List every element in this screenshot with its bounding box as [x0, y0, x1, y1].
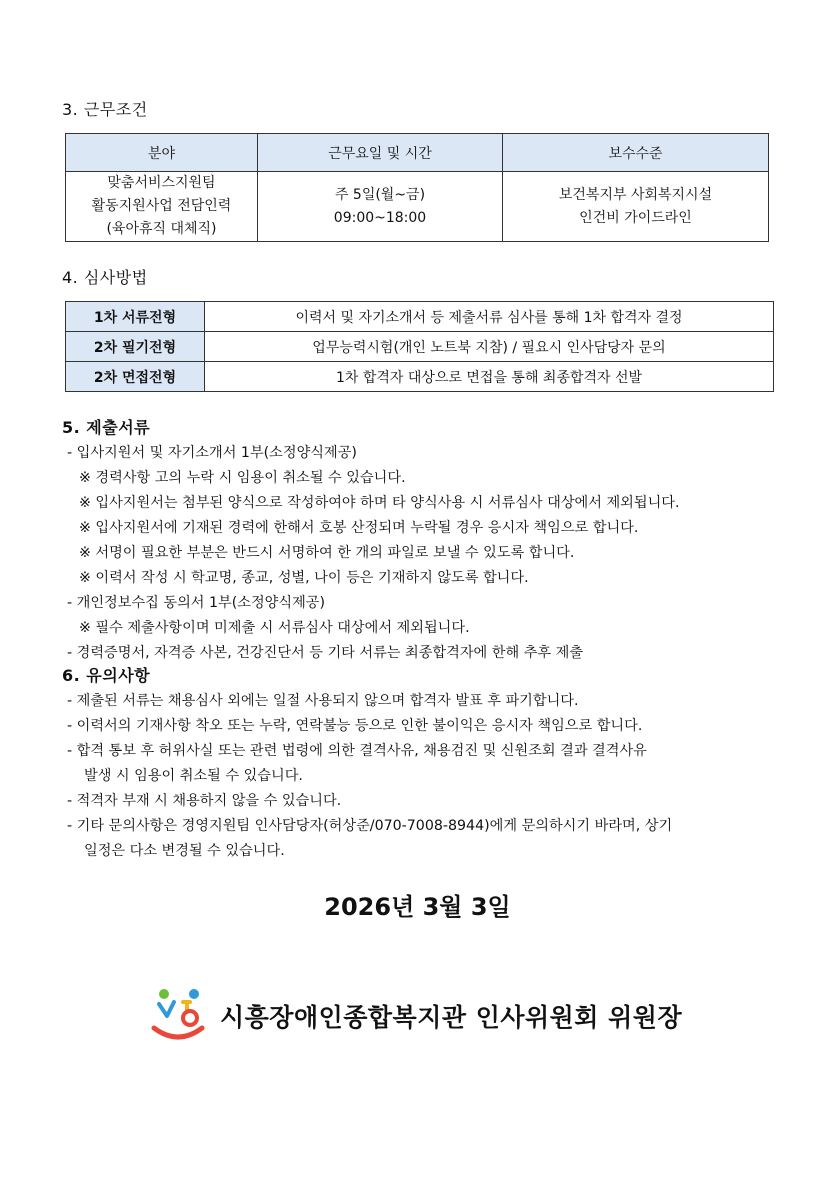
- org-logo-icon: [150, 988, 206, 1044]
- list-item: - 적격자 부재 시 채용하지 않을 수 있습니다.: [67, 793, 342, 809]
- header-field: 분야: [66, 134, 258, 172]
- cell-pay: [503, 172, 769, 242]
- list-item: ※ 이력서 작성 시 학교명, 종교, 성별, 나이 등은 기재하지 않도록 합니다.: [79, 570, 529, 586]
- list-item: - 기타 문의사항은 경영지원팀 인사담당자(허상준/070-7008-8944)에게 문의하시기 바라며, 상기: [67, 818, 673, 834]
- stage-label: 1차 서류전형: [66, 302, 205, 332]
- review-method-table: [65, 301, 774, 392]
- cell-field: [66, 172, 258, 242]
- header-schedule: 근무요일 및 시간: [258, 134, 503, 172]
- field-line: 맞춤서비스지원팀: [107, 175, 216, 191]
- list-item: 발생 시 임용이 취소될 수 있습니다.: [84, 768, 303, 784]
- section-title-documents: 5. 제출서류: [62, 418, 151, 437]
- list-item: - 이력서의 기재사항 착오 또는 누락, 연락불능 등으로 인한 불이익은 응시자 책임으로 합니다.: [67, 718, 643, 734]
- document-date: 2026년 3월 3일: [324, 893, 511, 921]
- signature-block: [150, 988, 682, 1044]
- list-item: ※ 서명이 필요한 부분은 반드시 서명하여 한 개의 파일로 보낼 수 있도록 합니다.: [79, 545, 575, 561]
- section-title-review: 4. 심사방법: [62, 268, 148, 287]
- pay-line: 보건복지부 사회복지시설: [558, 186, 713, 203]
- list-item: - 경력증명서, 자격증 사본, 건강진단서 등 기타 서류는 최종합격자에 한해 추후 제출: [67, 645, 584, 661]
- stage-description: 업무능력시험(개인 노트북 지참) / 필요시 인사담당자 문의: [205, 332, 774, 362]
- stage-description: 이력서 및 자기소개서 등 제출서류 심사를 통해 1차 합격자 결정: [205, 302, 774, 332]
- section-title-work: 3. 근무조건: [62, 100, 148, 119]
- list-item: ※ 입사지원서는 첨부된 양식으로 작성하여야 하며 타 양식사용 시 서류심사 대상에서 제외됩니다.: [79, 495, 680, 511]
- table-row: [66, 172, 769, 242]
- schedule-line: 주 5일(월~금): [334, 186, 426, 203]
- list-item: ※ 입사지원서에 기재된 경력에 한해서 호봉 산정되며 누락될 경우 응시자 책임으로 합니다.: [79, 520, 639, 536]
- list-item: ※ 경력사항 고의 누락 시 임용이 취소될 수 있습니다.: [79, 470, 406, 486]
- header-pay: 보수수준: [503, 134, 769, 172]
- pay-line: 인건비 가이드라인: [579, 209, 692, 226]
- section-title-notes: 6. 유의사항: [62, 666, 151, 685]
- field-line: 활동지원사업 전담인력: [91, 198, 232, 214]
- organization-name: 시흥장애인종합복지관 인사위원회 위원장: [220, 1003, 683, 1032]
- list-item: - 입사지원서 및 자기소개서 1부(소정양식제공): [67, 445, 357, 461]
- field-line: (육아휴직 대체직): [106, 221, 217, 237]
- list-item: 일정은 다소 변경될 수 있습니다.: [84, 843, 285, 859]
- list-item: ※ 필수 제출사항이며 미제출 시 서류심사 대상에서 제외됩니다.: [79, 620, 470, 636]
- stage-description: 1차 합격자 대상으로 면접을 통해 최종합격자 선발: [205, 362, 774, 392]
- list-item: - 합격 통보 후 허위사실 또는 관련 법령에 의한 결격사유, 채용검진 및 신원조회 결과 결격사유: [67, 743, 647, 759]
- stage-label: 2차 면접전형: [66, 362, 205, 392]
- table-row: [66, 302, 774, 332]
- stage-label: 2차 필기전형: [66, 332, 205, 362]
- table-row: [66, 332, 774, 362]
- work-conditions-table: [65, 133, 769, 242]
- table-row: [66, 362, 774, 392]
- list-item: - 제출된 서류는 채용심사 외에는 일절 사용되지 않으며 합격자 발표 후 파기합니다.: [67, 693, 579, 709]
- schedule-line: 09:00~18:00: [333, 209, 427, 226]
- cell-schedule: [258, 172, 503, 242]
- table-header-row: [66, 134, 769, 172]
- list-item: - 개인정보수집 동의서 1부(소정양식제공): [67, 595, 326, 611]
